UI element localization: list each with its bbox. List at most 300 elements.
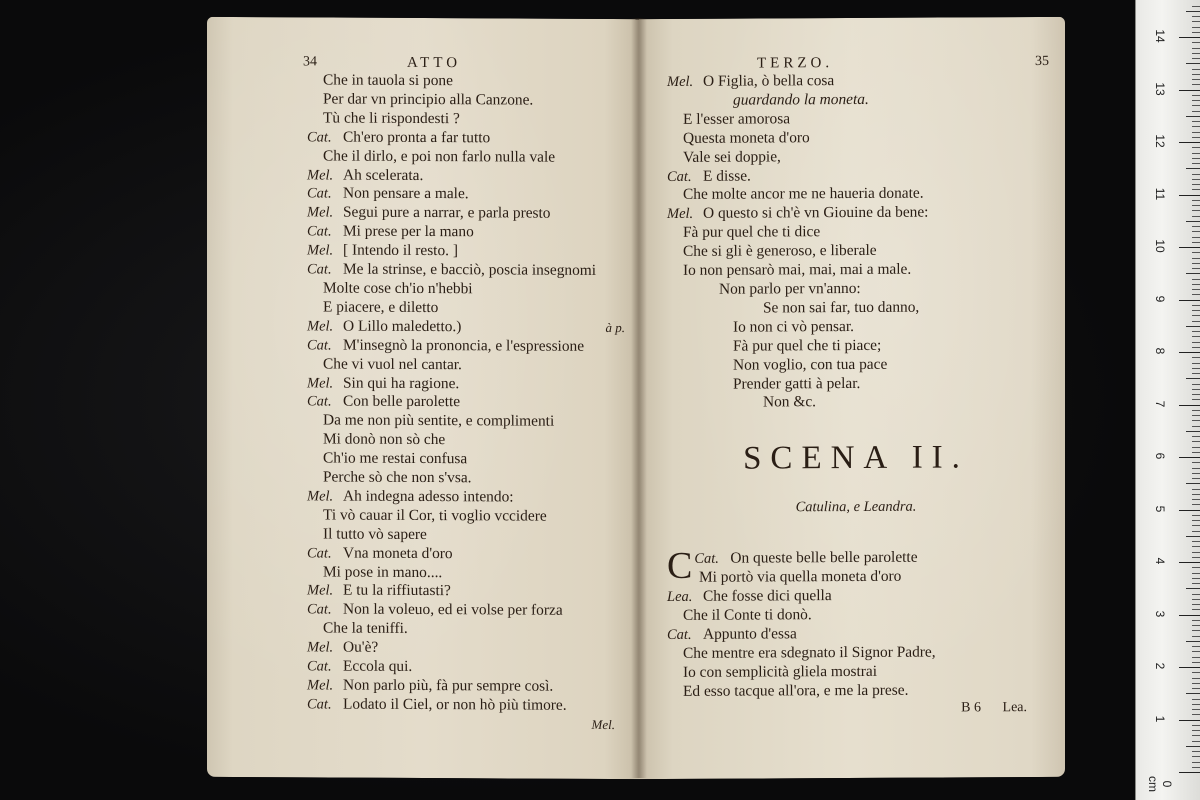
line-text: On queste belle belle parolette <box>730 548 918 567</box>
ruler-tick <box>1192 357 1200 358</box>
ruler-number: 5 <box>1153 505 1167 512</box>
text-line <box>307 676 625 697</box>
left-catchword: Mel. <box>591 716 615 732</box>
text-line <box>307 298 625 319</box>
line-text: Fà pur quel che ti piace; <box>733 336 882 355</box>
ruler-tick <box>1192 515 1200 516</box>
text-line <box>307 128 625 149</box>
text-line <box>307 412 625 433</box>
ruler-tick <box>1192 137 1200 138</box>
line-text: Mi prese per la mano <box>343 222 474 241</box>
ruler-tick <box>1186 168 1200 169</box>
ruler-tick <box>1192 599 1200 600</box>
ruler-tick <box>1192 153 1200 154</box>
ruler-tick <box>1192 32 1200 33</box>
ruler-tick <box>1192 767 1200 768</box>
ruler-tick <box>1192 363 1200 364</box>
line-text: Me la strinse, e bacciò, poscia insegnomi <box>343 260 597 279</box>
ruler-tick <box>1192 58 1200 59</box>
text-line <box>307 147 625 168</box>
line-text: Vale sei doppie, <box>683 147 781 166</box>
ruler-tick <box>1179 457 1200 458</box>
text-line <box>307 166 625 187</box>
speaker-label: Cat. <box>307 129 332 146</box>
line-text: E piacere, e diletto <box>323 298 439 316</box>
ruler-tick <box>1192 189 1200 190</box>
ruler-tick <box>1192 730 1200 731</box>
right-catchword: Lea. <box>1002 700 1027 716</box>
ruler-tick <box>1192 279 1200 280</box>
line-text: Appunto d'essa <box>703 625 797 643</box>
ruler-tick <box>1192 216 1200 217</box>
ruler-tick <box>1192 84 1200 85</box>
ruler-tick <box>1192 468 1200 469</box>
ruler-tick <box>1179 510 1200 511</box>
line-text: Ou'è? <box>343 638 379 656</box>
ruler-tick <box>1192 657 1200 658</box>
drop-cap: C <box>667 545 693 588</box>
speaker-label: Mel. <box>307 677 334 694</box>
text-line <box>667 605 1045 626</box>
text-line <box>307 90 625 111</box>
ruler-tick <box>1192 735 1200 736</box>
ruler-tick <box>1192 636 1200 637</box>
text-line <box>667 336 1045 357</box>
ruler-tick <box>1192 226 1200 227</box>
ruler-tick <box>1192 105 1200 106</box>
ruler-tick <box>1192 242 1200 243</box>
ruler-tick <box>1192 688 1200 689</box>
ruler-tick <box>1186 326 1200 327</box>
ruler-tick <box>1192 672 1200 673</box>
speaker-label: Cat. <box>307 223 332 240</box>
ruler-tick <box>1192 394 1200 395</box>
text-line <box>667 279 1045 300</box>
text-line <box>667 222 1045 243</box>
ruler-number: 8 <box>1153 347 1167 355</box>
ruler-number: 13 <box>1153 81 1167 96</box>
line-text: Non la voleuo, ed ei volse per forza <box>343 600 563 620</box>
line-text: Questa moneta d'oro <box>683 128 810 147</box>
ruler-tick <box>1192 504 1200 505</box>
ruler-tick <box>1192 399 1200 400</box>
ruler-tick <box>1192 184 1200 185</box>
line-text: Non voglio, con tua pace <box>733 355 888 374</box>
ruler-tick <box>1179 195 1200 196</box>
ruler-tick <box>1192 389 1200 390</box>
ruler-tick <box>1192 342 1200 343</box>
ruler-tick <box>1192 268 1200 269</box>
ruler-tick <box>1192 620 1200 621</box>
ruler-tick <box>1192 331 1200 332</box>
ruler-tick <box>1192 95 1200 96</box>
ruler-tick <box>1192 210 1200 211</box>
line-text: Io con semplicità gliela mostrai <box>683 662 878 681</box>
ruler-tick <box>1192 662 1200 663</box>
line-text: Mi donò non sò che <box>323 430 446 449</box>
line-text: Che il Conte ti donò. <box>683 606 812 624</box>
text-line <box>307 204 625 225</box>
text-line <box>307 639 625 660</box>
ruler-tick <box>1192 462 1200 463</box>
line-text: Che la teniffi. <box>323 619 408 638</box>
line-text: Ed esso tacque all'ora, e me la prese. <box>683 681 909 700</box>
ruler-tick <box>1192 53 1200 54</box>
line-text: Tù che li rispondesti ? <box>323 109 460 128</box>
text-line <box>667 109 1045 130</box>
line-text: Vna moneta d'oro <box>343 544 453 562</box>
ruler-tick <box>1192 525 1200 526</box>
text-line <box>307 544 625 565</box>
speaker-label: Cat. <box>694 550 719 568</box>
ruler-zero-label: 0 cm <box>1146 776 1174 792</box>
ruler-tick <box>1192 531 1200 532</box>
text-line <box>307 71 625 92</box>
ruler-tick <box>1186 588 1200 589</box>
speaker-label: Cat. <box>307 185 332 202</box>
line-text: M'insegnò la prononcia, e l'espressione <box>343 336 585 355</box>
ruler-number: 14 <box>1153 29 1167 43</box>
ruler-tick <box>1186 378 1200 379</box>
ruler-tick <box>1192 310 1200 311</box>
line-text: Il tutto vò sapere <box>323 525 427 543</box>
ruler-tick <box>1179 90 1200 91</box>
ruler-tick <box>1192 704 1200 705</box>
text-line <box>667 643 1045 664</box>
line-text: E l'esser amorosa <box>683 110 791 128</box>
ruler-tick <box>1192 336 1200 337</box>
ruler-tick <box>1192 630 1200 631</box>
ruler-tick <box>1192 258 1200 259</box>
text-line <box>667 392 1045 413</box>
line-text: E disse. <box>703 167 751 185</box>
left-page-number: 34 <box>303 54 317 70</box>
scene-title: SCENA II. <box>743 439 969 477</box>
ruler-tick <box>1192 111 1200 112</box>
text-line <box>667 147 1045 168</box>
ruler-tick <box>1186 431 1200 432</box>
speaker-label: Cat. <box>307 658 332 675</box>
ruler-tick <box>1192 132 1200 133</box>
text-line <box>307 185 625 206</box>
ruler-tick <box>1192 489 1200 490</box>
text-line <box>667 71 1045 92</box>
text-line <box>307 260 625 281</box>
ruler-tick <box>1192 321 1200 322</box>
ruler-tick <box>1179 142 1200 143</box>
ruler-tick <box>1192 163 1200 164</box>
ruler-tick <box>1179 352 1200 353</box>
speaker-label: Mel. <box>667 206 694 223</box>
text-line <box>307 657 625 678</box>
text-line <box>667 128 1045 149</box>
ruler-tick <box>1192 594 1200 595</box>
ruler-tick <box>1192 578 1200 579</box>
ruler-tick <box>1192 74 1200 75</box>
ruler-number: 9 <box>1153 295 1167 302</box>
line-text: Fà pur quel che ti dice <box>683 223 821 242</box>
text-line <box>667 184 1045 205</box>
ruler-tick <box>1186 746 1200 747</box>
ruler-tick <box>1192 415 1200 416</box>
line-text: guardando la moneta. <box>733 90 869 109</box>
ruler-number: 1 <box>1153 715 1167 722</box>
ruler-tick <box>1192 762 1200 763</box>
ruler-tick <box>1192 231 1200 232</box>
ruler-tick <box>1192 520 1200 521</box>
text-line <box>307 393 625 414</box>
ruler-tick <box>1192 447 1200 448</box>
text-line <box>307 336 625 357</box>
text-line <box>667 298 1045 319</box>
text-line <box>307 601 625 622</box>
speaker-label: Lea. <box>667 588 693 605</box>
text-line <box>307 695 625 716</box>
open-book <box>207 18 1065 783</box>
text-line <box>667 586 1045 607</box>
left-running-title: ATTO <box>407 54 462 72</box>
ruler-tick <box>1192 494 1200 495</box>
measuring-ruler <box>1135 0 1200 800</box>
text-line <box>307 279 625 300</box>
ruler-tick <box>1192 237 1200 238</box>
ruler-tick <box>1192 147 1200 148</box>
ruler-tick <box>1192 541 1200 542</box>
stage-note: à p. <box>605 319 625 335</box>
speaker-label: Mel. <box>307 639 334 656</box>
line-text: Non parlo più, fà pur sempre così. <box>343 676 554 695</box>
book-gutter <box>631 18 647 778</box>
text-line <box>667 624 1045 645</box>
ruler-tick <box>1179 667 1200 668</box>
ruler-tick <box>1192 69 1200 70</box>
right-page-number: 35 <box>1035 53 1049 70</box>
ruler-tick <box>1192 174 1200 175</box>
ruler-tick <box>1192 158 1200 159</box>
speaker-label: Mel. <box>307 488 334 505</box>
ruler-tick <box>1192 678 1200 679</box>
speaker-label: Mel. <box>307 374 334 392</box>
line-text: [ Intendo il resto. ] <box>343 241 458 260</box>
text-line <box>667 681 1045 702</box>
ruler-tick <box>1192 284 1200 285</box>
text-line <box>307 450 625 471</box>
ruler-tick <box>1179 615 1200 616</box>
ruler-tick <box>1186 221 1200 222</box>
line-text: Che vi vuol nel cantar. <box>323 355 462 373</box>
ruler-tick <box>1192 368 1200 369</box>
text-line <box>667 662 1045 683</box>
ruler-tick <box>1186 116 1200 117</box>
signature-mark: B 6 <box>961 700 982 716</box>
text-line <box>307 620 625 641</box>
text-line <box>667 166 1045 187</box>
text-line <box>667 90 1045 111</box>
ruler-tick <box>1192 567 1200 568</box>
text-line <box>307 317 625 338</box>
text-line <box>667 241 1045 262</box>
ruler-tick <box>1192 751 1200 752</box>
ruler-tick <box>1186 693 1200 694</box>
line-text: Ch'ero pronta a far tutto <box>343 128 491 147</box>
text-line <box>307 374 625 395</box>
ruler-tick <box>1192 573 1200 574</box>
ruler-tick <box>1192 699 1200 700</box>
text-line <box>667 567 1045 588</box>
ruler-tick <box>1192 552 1200 553</box>
line-text: Mi pose in mano.... <box>323 563 443 581</box>
ruler-tick <box>1192 79 1200 80</box>
right-text-block-bottom <box>667 545 1045 701</box>
ruler-tick <box>1192 557 1200 558</box>
ruler-tick <box>1186 536 1200 537</box>
text-line <box>307 109 625 130</box>
ruler-tick <box>1192 499 1200 500</box>
ruler-tick <box>1179 720 1200 721</box>
signature-line <box>667 699 1045 720</box>
ruler-tick <box>1192 347 1200 348</box>
ruler-tick <box>1179 772 1200 773</box>
ruler-tick <box>1192 756 1200 757</box>
text-line <box>307 563 625 584</box>
text-line <box>307 431 625 452</box>
text-line <box>307 223 625 244</box>
ruler-tick <box>1192 373 1200 374</box>
ruler-number: 12 <box>1153 134 1167 148</box>
line-text: Mi portò via quella moneta d'oro <box>699 567 902 586</box>
ruler-tick <box>1192 478 1200 479</box>
left-page-header <box>303 53 625 73</box>
ruler-tick <box>1192 473 1200 474</box>
ruler-tick <box>1192 200 1200 201</box>
line-text: Non pensare a male. <box>343 185 469 203</box>
ruler-tick <box>1179 405 1200 406</box>
ruler-tick <box>1192 121 1200 122</box>
speaker-label: Mel. <box>307 166 334 184</box>
ruler-tick <box>1192 126 1200 127</box>
line-text: Che molte ancor me ne haueria donate. <box>683 185 924 204</box>
text-line <box>307 525 625 546</box>
line-text: Sin qui ha ragione. <box>343 374 460 392</box>
ruler-number: 6 <box>1153 452 1167 460</box>
left-page <box>207 17 639 779</box>
line-text: Ah scelerata. <box>343 166 424 184</box>
speaker-label: Mel. <box>667 73 694 90</box>
ruler-tick <box>1179 37 1200 38</box>
ruler-tick <box>1192 16 1200 17</box>
line-text: Ti vò cauar il Cor, ti voglio vccidere <box>323 506 547 525</box>
line-text: Molte cose ch'io n'hebbi <box>323 279 473 298</box>
ruler-tick <box>1186 63 1200 64</box>
ruler-number: 3 <box>1153 610 1167 617</box>
ruler-tick <box>1192 315 1200 316</box>
speaker-label: Cat. <box>307 601 332 618</box>
speaker-label: Cat. <box>307 545 332 562</box>
ruler-tick <box>1192 205 1200 206</box>
line-text: Ah indegna adesso intendo: <box>343 487 514 506</box>
ruler-tick <box>1186 641 1200 642</box>
ruler-tick <box>1192 100 1200 101</box>
ruler-tick <box>1192 384 1200 385</box>
ruler-tick <box>1192 725 1200 726</box>
ruler-tick <box>1192 546 1200 547</box>
ruler-tick <box>1192 420 1200 421</box>
line-text: Io non pensarò mai, mai, mai a male. <box>683 260 912 279</box>
text-line <box>307 582 625 603</box>
right-page-header <box>667 53 1049 73</box>
speaker-label: Cat. <box>307 337 332 354</box>
ruler-tick <box>1192 27 1200 28</box>
text-line <box>307 506 625 527</box>
line-text: Non &c. <box>763 393 817 411</box>
speaker-label: Cat. <box>307 393 332 410</box>
line-text: Che si gli è generoso, e liberale <box>683 242 877 261</box>
text-line <box>307 242 625 263</box>
text-line <box>307 487 625 508</box>
line-text: Che in tauola si pone <box>323 71 453 90</box>
line-text: O Lillo maledetto.) <box>343 317 462 335</box>
ruler-tick <box>1192 625 1200 626</box>
line-text: Ch'io me restai confusa <box>323 449 468 468</box>
ruler-tick <box>1192 48 1200 49</box>
ruler-tick <box>1192 263 1200 264</box>
text-line <box>307 468 625 489</box>
line-text: Prender gatti à pelar. <box>733 374 861 393</box>
ruler-number: 2 <box>1153 662 1167 670</box>
ruler-tick <box>1192 436 1200 437</box>
ruler-tick <box>1192 683 1200 684</box>
speaker-label: Mel. <box>307 318 334 335</box>
text-line <box>667 317 1045 338</box>
scene-characters: Catulina, e Leandra. <box>795 498 917 516</box>
line-text: Eccola qui. <box>343 657 413 676</box>
ruler-tick <box>1192 709 1200 710</box>
ruler-tick <box>1192 646 1200 647</box>
line-text: E tu la riffiutasti? <box>343 582 451 600</box>
ruler-tick <box>1179 300 1200 301</box>
ruler-tick <box>1192 651 1200 652</box>
ruler-tick <box>1192 305 1200 306</box>
line-text: O Figlia, ò bella cosa <box>703 72 835 90</box>
ruler-tick <box>1192 604 1200 605</box>
ruler-tick <box>1192 294 1200 295</box>
line-text: Che mentre era sdegnato il Signor Padre, <box>683 643 936 662</box>
right-running-title: TERZO. <box>757 55 834 72</box>
ruler-tick <box>1186 273 1200 274</box>
ruler-tick <box>1186 483 1200 484</box>
text-line <box>667 260 1045 281</box>
ruler-tick <box>1192 410 1200 411</box>
ruler-tick <box>1192 583 1200 584</box>
line-text: Per dar vn principio alla Canzone. <box>323 90 534 109</box>
speaker-label: Cat. <box>307 261 332 278</box>
line-text: Da me non più sentite, e complimenti <box>323 411 555 430</box>
line-text: Io non ci vò pensar. <box>733 317 854 336</box>
ruler-number: 11 <box>1153 187 1167 200</box>
text-line <box>667 203 1045 224</box>
line-text: Perche sò che non s'vsa. <box>323 468 472 487</box>
speaker-label: Cat. <box>307 696 332 713</box>
speaker-label: Mel. <box>307 204 334 221</box>
right-page <box>639 17 1065 779</box>
line-text: Che fosse dici quella <box>703 587 832 605</box>
ruler-tick <box>1192 714 1200 715</box>
line-text: Segui pure a narrar, e parla presto <box>343 203 551 223</box>
ruler-tick <box>1192 609 1200 610</box>
text-line <box>667 355 1045 376</box>
line-text: O questo si ch'è vn Giouine da bene: <box>703 203 929 223</box>
ruler-tick <box>1192 42 1200 43</box>
